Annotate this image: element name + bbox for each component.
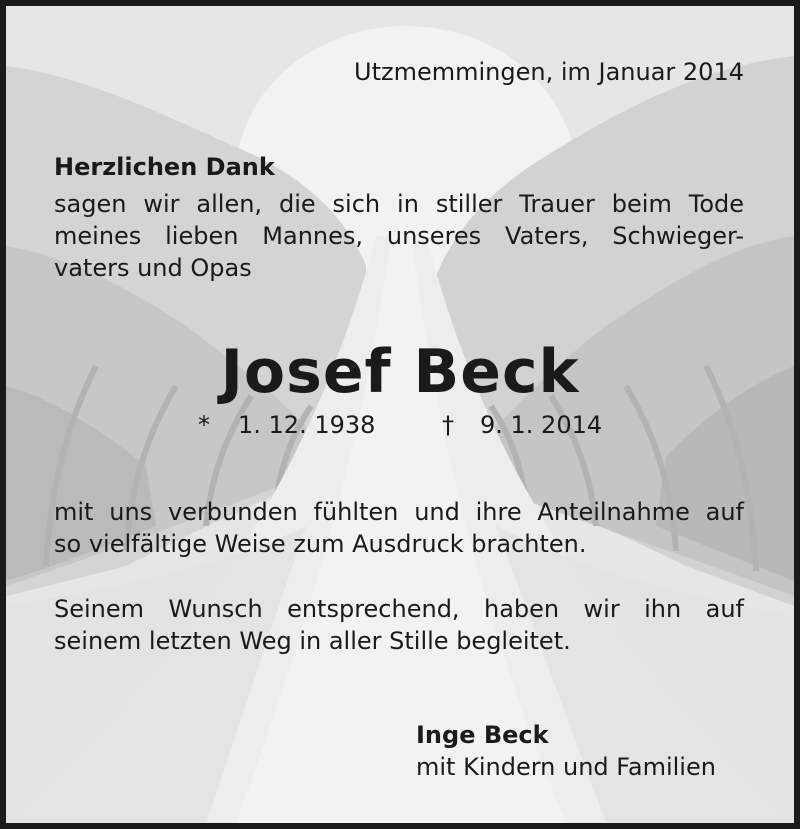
birth-date: 1. 12. 1938 — [238, 411, 376, 439]
intro-line: meines lieben Mannes, unseres Vaters, Schwieger- — [54, 222, 744, 250]
deceased-name: Josef Beck — [220, 337, 580, 407]
death-date: 9. 1. 2014 — [480, 411, 603, 439]
signature-family: mit Kindern und Familien — [416, 753, 716, 781]
body-line: mit uns verbunden fühlten und ihre Anteilnahme auf — [54, 498, 744, 526]
death-cross-symbol: † — [442, 411, 454, 439]
wish-line: seinem letzten Weg in aller Stille begleitet. — [54, 627, 571, 655]
signature-name: Inge Beck — [416, 721, 549, 749]
body-line: so vielfältige Weise zum Ausdruck brachten. — [54, 530, 587, 558]
intro-line: sagen wir allen, die sich in stiller Trauer beim Tode — [54, 190, 744, 218]
thanks-heading: Herzlichen Dank — [54, 153, 275, 181]
tree-avenue-background — [6, 6, 794, 823]
birth-symbol: * — [198, 411, 210, 439]
wish-line: Seinem Wunsch entsprechend, haben wir ihn auf — [54, 595, 744, 623]
place-date: Utzmemmingen, im Januar 2014 — [354, 58, 744, 86]
intro-line: vaters und Opas — [54, 254, 252, 282]
